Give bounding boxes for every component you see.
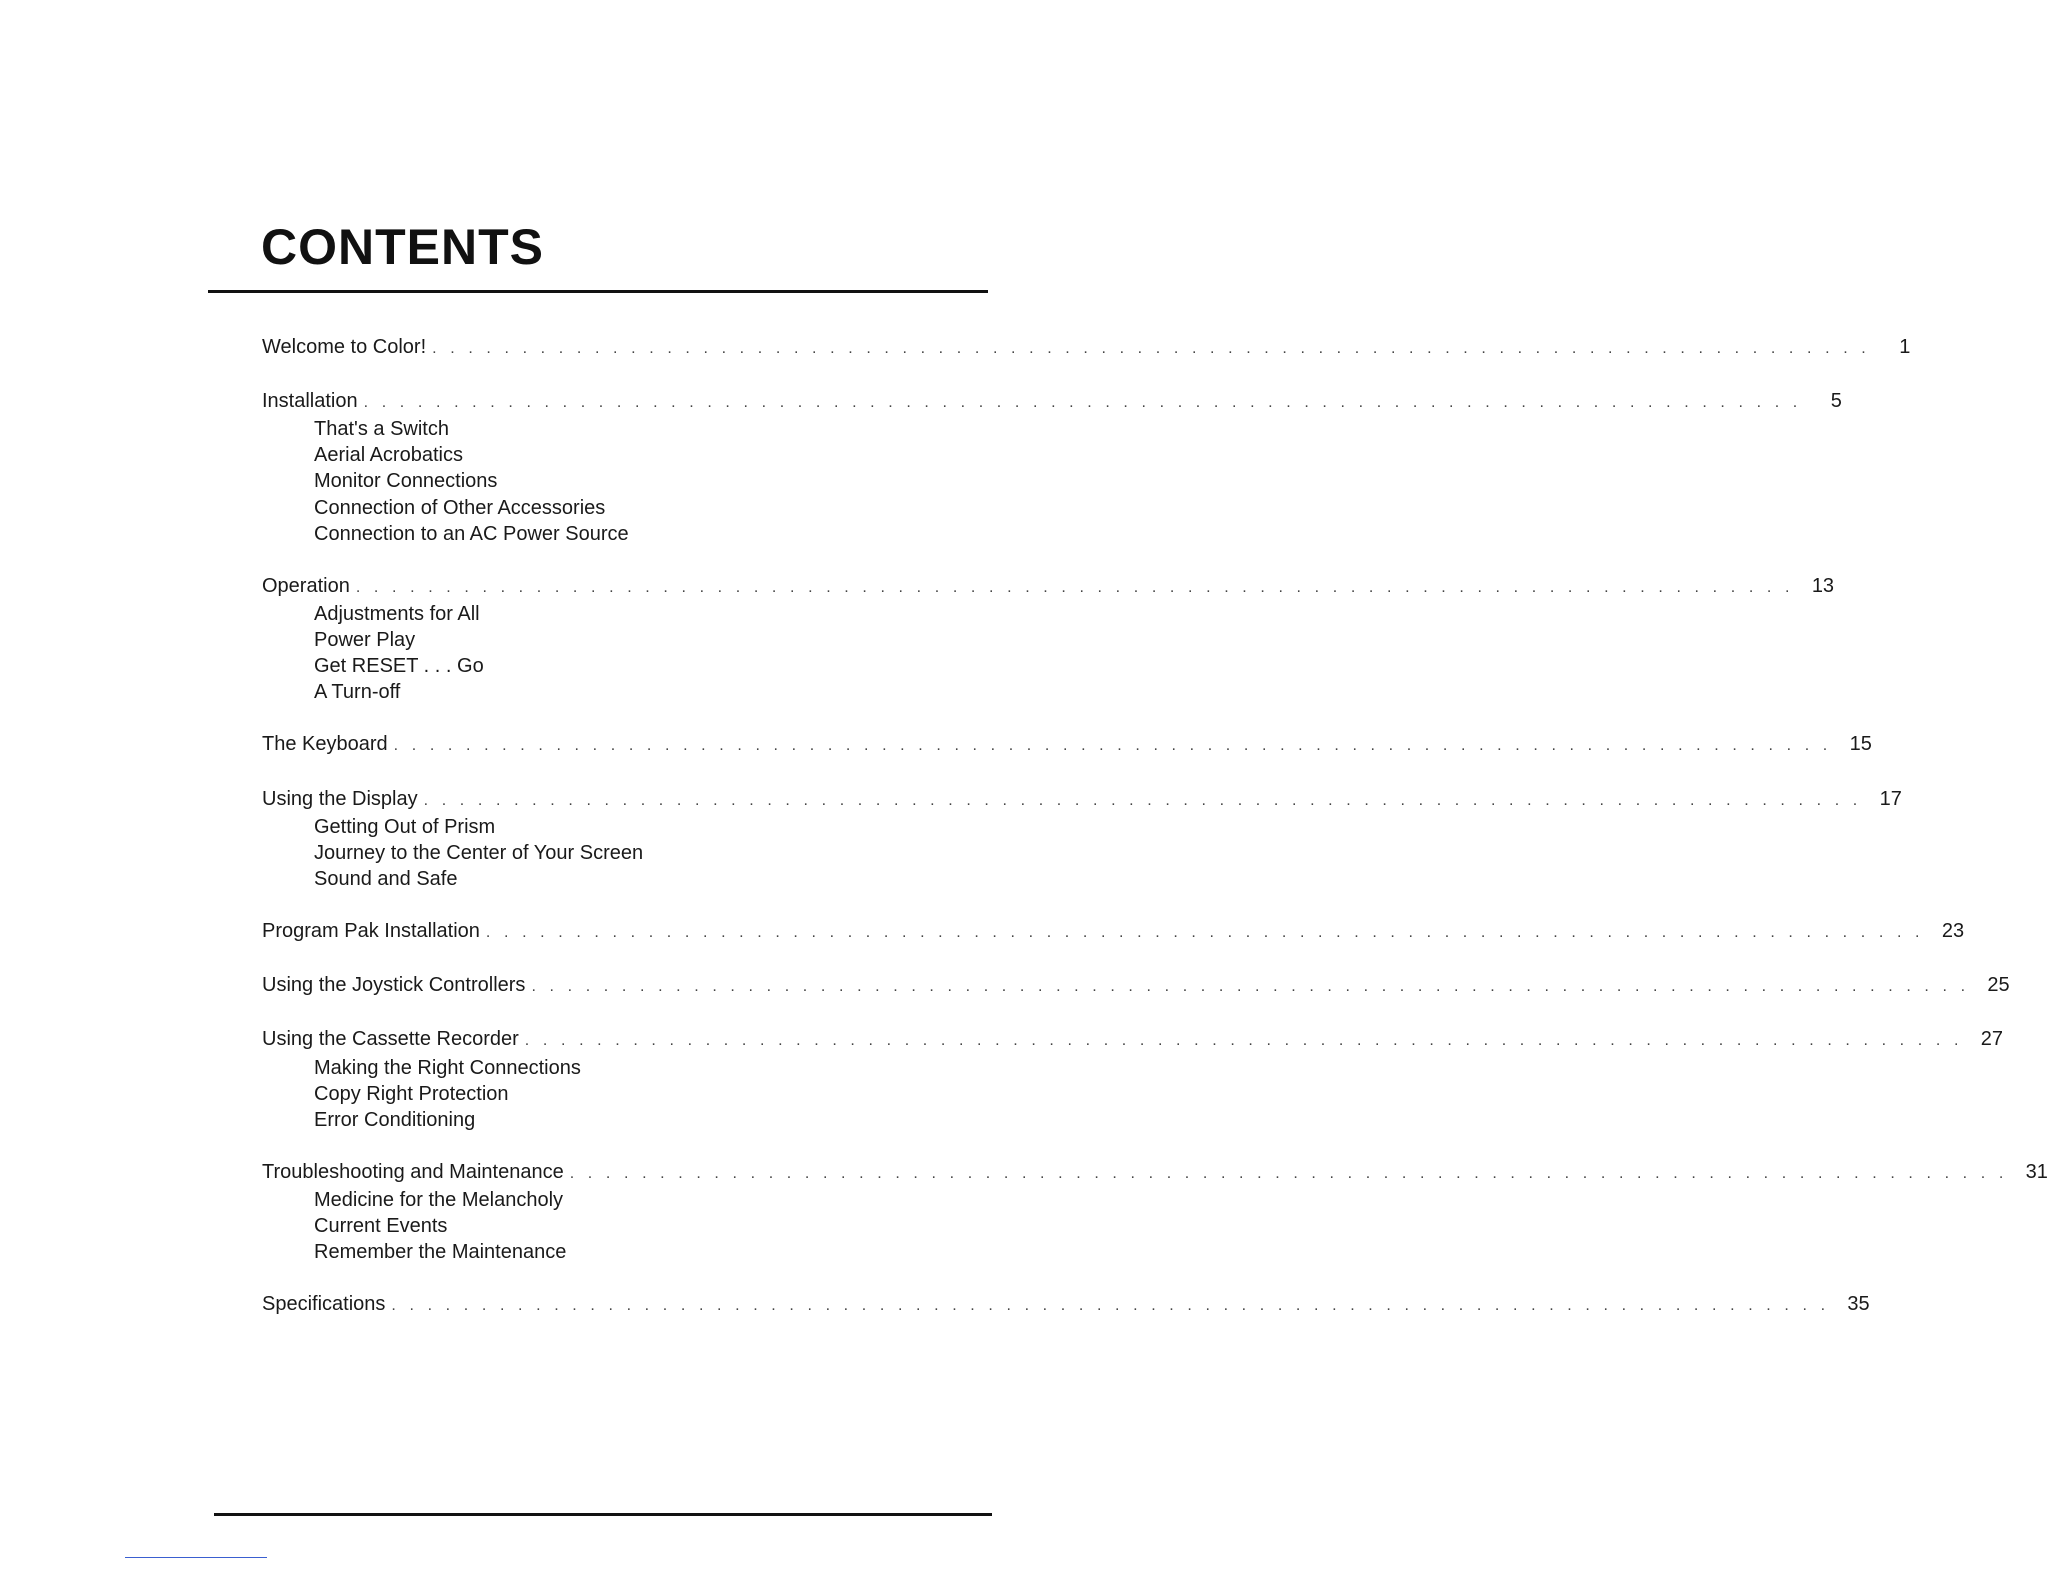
- toc-section: [262, 731, 1872, 759]
- toc-subsection: Monitor Connections: [314, 470, 498, 493]
- toc-page-number: 15: [1849, 733, 1872, 756]
- toc-page-number: 23: [1941, 920, 1965, 943]
- toc-entry[interactable]: [262, 918, 1965, 946]
- toc-entry-title: Using the Display: [262, 787, 418, 810]
- toc-entry-title: Using the Joystick Controllers: [262, 974, 526, 997]
- dot-leader: . . . . . . . . . . . . . . . . . . . . . . . . . . . . . . . . . . . . . . . . . . . . . . . . . . . . . . . . . . . . . . . . . . . . . . . . . . . . . . . .: [485, 924, 1925, 942]
- toc-page-number: 1: [1899, 336, 1911, 358]
- toc-entry[interactable]: [262, 1159, 2048, 1187]
- toc-subsection: Connection to an AC Power Source: [314, 522, 629, 545]
- toc-entry[interactable]: [262, 972, 2010, 1000]
- toc-section: [262, 972, 2010, 1000]
- dot-leader: . . . . . . . . . . . . . . . . . . . . . . . . . . . . . . . . . . . . . . . . . . . . . . . . . . . . . . . . . . . . . . . . . . . . . . . . . . . . . . . .: [531, 978, 1970, 996]
- toc-section: [262, 1026, 2004, 1132]
- toc-entry[interactable]: [262, 731, 1872, 759]
- bottom-divider: [214, 1513, 992, 1516]
- toc-section: [262, 388, 1842, 547]
- toc-entry[interactable]: [262, 334, 1911, 362]
- toc-entry[interactable]: [262, 573, 1835, 601]
- toc-subsection: Power Play: [314, 629, 416, 652]
- toc-section: [262, 334, 1911, 362]
- dot-leader: . . . . . . . . . . . . . . . . . . . . . . . . . . . . . . . . . . . . . . . . . . . . . . . . . . . . . . . . . . . . . . . . . . . . . . . . . . . . . . . .: [355, 578, 1795, 596]
- toc-subsection: That's a Switch: [314, 418, 449, 441]
- toc-subsection: Making the Right Connections: [314, 1056, 581, 1079]
- toc-subsection: Adjustments for All: [314, 602, 480, 625]
- toc-section: [262, 1159, 2048, 1265]
- toc-entry-title: Welcome to Color!: [262, 336, 427, 358]
- toc-section: [262, 786, 1902, 892]
- toc-entry-title: Installation: [262, 390, 358, 413]
- toc-page-number: 25: [1987, 974, 2010, 997]
- toc-section: [262, 1291, 1870, 1319]
- toc-page-number: 5: [1830, 390, 1842, 413]
- toc-subsection: Remember the Maintenance: [314, 1241, 567, 1264]
- toc-entry-title: Troubleshooting and Maintenance: [262, 1160, 564, 1183]
- toc-entry-title: Program Pak Installation: [262, 920, 480, 943]
- toc-entry[interactable]: [262, 1291, 1870, 1319]
- toc-entry[interactable]: [262, 1026, 2004, 1054]
- dot-leader: . . . . . . . . . . . . . . . . . . . . . . . . . . . . . . . . . . . . . . . . . . . . . . . . . . . . . . . . . . . . . . . . . . . . . . . . . . . . . . . .: [569, 1164, 2008, 1182]
- toc-entry[interactable]: [262, 388, 1842, 416]
- dot-leader: . . . . . . . . . . . . . . . . . . . . . . . . . . . . . . . . . . . . . . . . . . . . . . . . . . . . . . . . . . . . . . . . . . . . . . . . . . . . . . . .: [524, 1032, 1964, 1050]
- toc-entry-title: Using the Cassette Recorder: [262, 1028, 519, 1051]
- toc-subsection: A Turn-off: [314, 681, 401, 704]
- toc-subsection: Connection of Other Accessories: [314, 496, 606, 519]
- dot-leader: . . . . . . . . . . . . . . . . . . . . . . . . . . . . . . . . . . . . . . . . . . . . . . . . . . . . . . . . . . . . . . . . . . . . . . . . . . . . . . . .: [391, 1297, 1830, 1315]
- page-title: CONTENTS: [261, 219, 544, 275]
- toc-subsection: Get RESET . . . Go: [314, 655, 484, 678]
- dot-leader: . . . . . . . . . . . . . . . . . . . . . . . . . . . . . . . . . . . . . . . . . . . . . . . . . . . . . . . . . . . . . . . . . . . . . . . . . . . . . . . .: [432, 340, 1871, 357]
- toc-subsection: Getting Out of Prism: [314, 815, 496, 838]
- table-of-contents: [262, 334, 2048, 1346]
- toc-page-number: 17: [1879, 787, 1902, 810]
- toc-subsection: Medicine for the Melancholy: [314, 1189, 564, 1211]
- toc-page-number: 13: [1811, 574, 1835, 597]
- toc-subsection: Journey to the Center of Your Screen: [314, 841, 644, 864]
- toc-page-number: 35: [1847, 1293, 1870, 1316]
- toc-page-number: 31: [2025, 1160, 2048, 1183]
- toc-subsection: Current Events: [314, 1215, 448, 1238]
- toc-page-number: 27: [1980, 1028, 2004, 1051]
- toc-entry-title: Specifications: [262, 1293, 386, 1316]
- toc-subsection: Error Conditioning: [314, 1108, 476, 1131]
- top-divider: [208, 290, 988, 293]
- toc-entry-title: Operation: [262, 574, 350, 597]
- toc-subsection: Sound and Safe: [314, 867, 458, 890]
- dot-leader: . . . . . . . . . . . . . . . . . . . . . . . . . . . . . . . . . . . . . . . . . . . . . . . . . . . . . . . . . . . . . . . . . . . . . . . . . . . . . . . .: [423, 791, 1862, 809]
- toc-subsection: Aerial Acrobatics: [314, 444, 463, 467]
- dot-leader: . . . . . . . . . . . . . . . . . . . . . . . . . . . . . . . . . . . . . . . . . . . . . . . . . . . . . . . . . . . . . . . . . . . . . . . . . . . . . . . .: [363, 394, 1802, 412]
- toc-section: [262, 573, 1835, 705]
- toc-subsection: Copy Right Protection: [314, 1082, 509, 1105]
- dot-leader: . . . . . . . . . . . . . . . . . . . . . . . . . . . . . . . . . . . . . . . . . . . . . . . . . . . . . . . . . . . . . . . . . . . . . . . . . . . . . . . .: [393, 737, 1832, 755]
- toc-entry[interactable]: [262, 786, 1902, 814]
- toc-entry-title: The Keyboard: [262, 733, 388, 756]
- toc-section: [262, 918, 1965, 946]
- footer-link-underline: [125, 1557, 267, 1558]
